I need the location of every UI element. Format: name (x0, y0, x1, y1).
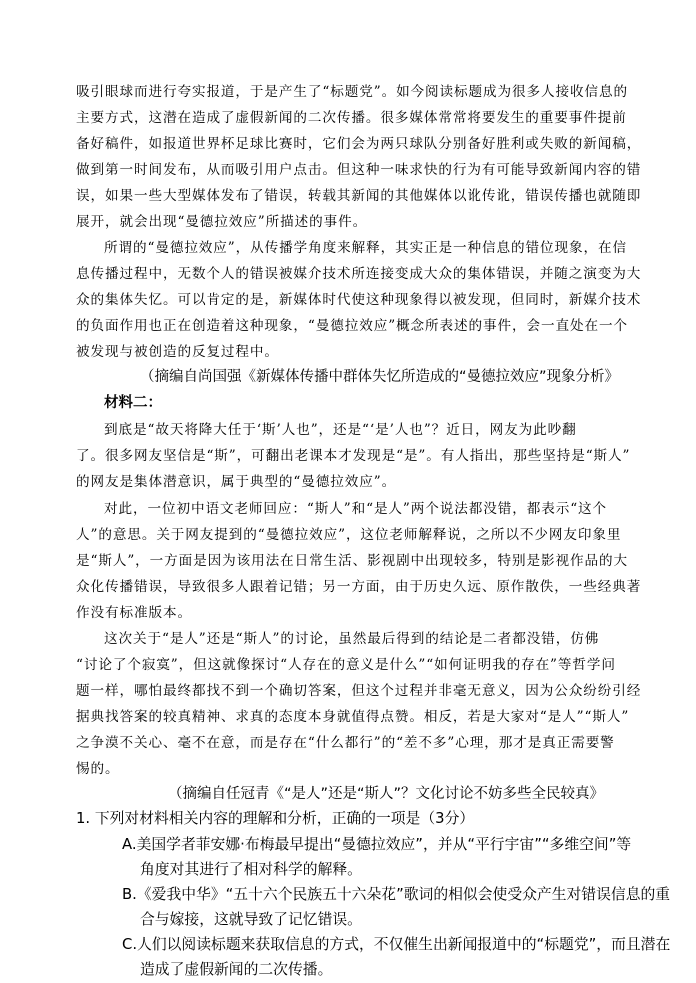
question-stem: 1. 下列对材料相关内容的理解和分析，正确的一项是（3分） (76, 810, 475, 827)
paragraph-line: 这次关于“是人”还是“斯人”的讨论，虽然最后得到的结论是二者都没错，仿佛 (104, 631, 600, 647)
option-c-cont: 造成了虚假新闻的二次传播。 (140, 961, 333, 978)
paragraph-line: 到底是“故天将降大任于‘斯’人也”，还是“‘是’人也”？近日，网友为此吵翻 (104, 422, 577, 438)
paragraph-line: 对此，一位初中语文老师回应：“斯人”和“是人”两个说法都没错，都表示“这个 (104, 501, 608, 517)
paragraph-line: 误，如果一些大型媒体发布了错误，转载其新闻的其他媒体以讹传讹，错误传播也就随即 (76, 188, 642, 204)
paragraph-line: 备好稿件，如报道世界杯足球比赛时，它们会为两只球队分别备好胜利或失败的新闻稿， (76, 136, 642, 152)
paragraph-line: 据典找答案的较真精神、求真的态度本身就值得点赞。相反，若是大家对“是人”“斯人” (76, 709, 630, 725)
paragraph-line: 了。很多网友坚信是“斯”，可翻出老课本才发现是“是”。有人指出，那些坚持是“斯人” (76, 448, 631, 464)
paragraph-line: 的负面作用也正在创造着这种现象，“曼德拉效应”概念所表述的事件，会一直处在一个 (76, 318, 628, 334)
material-label: 材料二： (104, 395, 162, 411)
option-c: C.人们以阅读标题来获取信息的方式，不仅催生出新闻报道中的“标题党”，而且潜在 (122, 936, 671, 953)
option-b: B.《爱我中华》“五十六个民族五十六朵花”歌词的相似会使受众产生对错误信息的重 (122, 886, 671, 903)
paragraph-line: 展开，就会出现“曼德拉效应”所描述的事件。 (76, 214, 368, 230)
paragraph-line: 主要方式，这潜在造成了虚假新闻的二次传播。很多媒体常常将要发生的重要事件提前 (76, 110, 627, 126)
paragraph-line: 做到第一时间发布，从而吸引用户点击。但这种一味求快的行为有可能导致新闻内容的错 (76, 162, 642, 178)
source-citation: （摘编自尚国强《新媒体传播中群体失忆所造成的“曼德拉效应”现象分析》 (140, 369, 620, 385)
paragraph-line: 众化传播错误，导致很多人跟着记错；另一方面，由于历史久远、原作散佚，一些经典著 (76, 579, 642, 595)
source-citation: （摘编自任冠青《“是人”还是“斯人”？文化讨论不妨多些全民较真》 (168, 786, 605, 802)
paragraph-line: 题一样，哪怕最终都找不到一个确切答案，但这个过程并非毫无意义，因为公众纷纷引经 (76, 683, 642, 699)
paragraph-line: 是“斯人”，一方面是因为该用法在日常生活、影视剧中出现较多，特别是影视作品的大 (76, 553, 628, 569)
paragraph-line: 息传播过程中，无数个人的错误被媒介技术所连接变成大众的集体错误，并随之演变为大 (76, 266, 642, 282)
paragraph-line: 作没有标准版本。 (76, 605, 192, 621)
option-b-cont: 合与嫁接，这就导致了记忆错误。 (140, 911, 362, 928)
paragraph-line: “讨论了个寂寞”，但这就像探讨“人存在的意义是什么”“如何证明我的存在”等哲学问 (76, 657, 616, 673)
option-a-cont: 角度对其进行了相对科学的解释。 (140, 861, 362, 878)
paragraph-line: 所谓的“曼德拉效应”，从传播学角度来解释，其实正是一种信息的错位现象，在信 (104, 240, 627, 256)
paragraph-line: 被发现与被创造的反复过程中。 (76, 344, 279, 360)
paragraph-line: 的网友是集体潜意识，属于典型的“曼德拉效应”。 (76, 474, 397, 490)
paragraph-line: 众的集体失忆。可以肯定的是，新媒体时代使这种现象得以被发现，但同时，新媒介技术 (76, 292, 642, 308)
paragraph-line: 之争漠不关心、毫不在意，而是存在“什么都行”的“差不多”心理，那才是真正需要警 (76, 735, 615, 751)
paragraph-line: 吸引眼球而进行夸实报道，于是产生了“标题党”。如今阅读标题成为很多人接收信息的 (76, 84, 628, 100)
paragraph-line: 惕的。 (76, 761, 120, 777)
option-a: A.美国学者菲安娜·布梅最早提出“曼德拉效应”，并从“平行宇宙”“多维空间”等 (122, 836, 632, 853)
paragraph-line: 人”的意思。关于网友提到的“曼德拉效应”，这位老师解释说，之所以不少网友印象里 (76, 527, 622, 543)
